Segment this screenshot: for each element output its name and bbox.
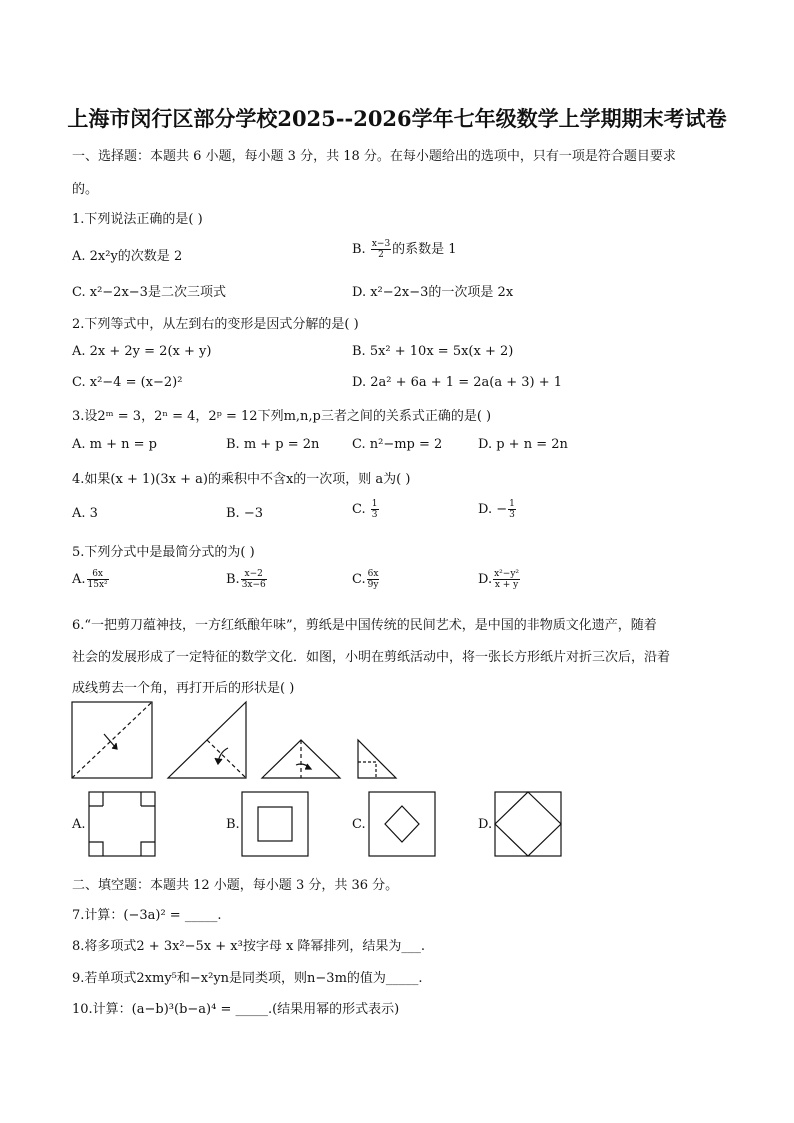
- denominator: 15x²: [87, 580, 108, 590]
- q6-option-b-label: B.: [226, 817, 240, 832]
- q4-c-prefix: C.: [352, 502, 366, 517]
- numerator: x²−y²: [494, 569, 520, 579]
- q5-a-prefix: A.: [72, 572, 86, 587]
- denominator: 2: [378, 250, 384, 260]
- option-a-notch-tr: [141, 792, 155, 806]
- q9: 9.若单项式2xmy⁵和−x²yn是同类项，则n−3m的值为_____.: [72, 971, 423, 986]
- q3-option-d: D. p + n = 2n: [478, 437, 568, 452]
- q6-stem-line1: 6.“一把剪刀蕴神技，一方红纸酿年味”，剪纸是中国传统的民间艺术，是中国的非物质文化遗产，随着: [72, 618, 657, 633]
- fold-step-4-triangle: [358, 740, 396, 778]
- q6-stem-line3: 成线剪去一个角，再打开后的形状是( ): [72, 681, 295, 696]
- numerator: x−3: [371, 239, 391, 249]
- q3-option-c: C. n²−mp = 2: [352, 437, 443, 452]
- denominator: 3x−6: [241, 580, 266, 590]
- q4-option-a: A. 3: [72, 506, 98, 521]
- option-d-outer-square: [495, 792, 561, 856]
- q1-stem: 1.下列说法正确的是( ): [72, 212, 203, 227]
- denominator: 9y: [367, 580, 379, 590]
- q4-stem: 4.如果(x + 1)(3x + a)的乘积中不含x的一次项，则 a为( ): [72, 472, 411, 487]
- section-2-heading: 二、填空题：本题共 12 小题，每小题 3 分，共 36 分。: [72, 878, 399, 893]
- q1-option-a: A. 2x²y的次数是 2: [72, 249, 183, 264]
- q6-stem-line2: 社会的发展形成了一定特征的数学文化．如图，小明在剪纸活动中，将一张长方形纸片对折三次后，沿着: [72, 650, 671, 665]
- option-a-notch-tl: [89, 792, 103, 806]
- q5-b-prefix: B.: [226, 572, 240, 587]
- q10: 10.计算：(a−b)³(b−a)⁴ = _____.(结果用幂的形式表示): [72, 1002, 400, 1017]
- option-d-inner-diamond: [495, 792, 561, 856]
- q7: 7.计算：(−3a)² = _____.: [72, 908, 222, 923]
- q1-b-suffix: 的系数是 1: [392, 242, 457, 257]
- q1-option-d: D. x²−2x−3的一次项是 2x: [352, 285, 514, 300]
- denominator: 3: [371, 510, 378, 520]
- page-title: 上海市闵行区部分学校2025--2026学年七年级数学上学期期末考试卷: [67, 106, 727, 131]
- q5-d-prefix: D.: [478, 572, 493, 587]
- q2-option-a: A. 2x + 2y = 2(x + y): [72, 344, 212, 359]
- numerator: 1: [509, 499, 515, 509]
- q6-option-d-label: D.: [478, 817, 493, 832]
- q4-d-prefix: D. −: [478, 502, 508, 517]
- q3-option-a: A. m + n = p: [72, 437, 157, 452]
- option-b-inner-square: [258, 807, 292, 841]
- q3-option-b: B. m + p = 2n: [226, 437, 320, 452]
- q6-option-c-label: C.: [352, 817, 366, 832]
- fold-step-4-cut-line: [358, 762, 376, 778]
- option-a-notch-bl: [89, 842, 103, 856]
- numerator: x−2: [241, 569, 267, 580]
- q2-stem: 2.下列等式中，从左到右的变形是因式分解的是( ): [72, 317, 359, 332]
- numerator: 6x: [367, 569, 379, 579]
- q8: 8.将多项式2 + 3x²−5x + x³按字母 x 降幂排列，结果为___.: [72, 939, 426, 954]
- q2-option-c: C. x²−4 = (x−2)²: [72, 375, 183, 390]
- section-1-heading: 一、选择题：本题共 6 小题，每小题 3 分，共 18 分。在每小题给出的选项中，只有一项是符合题目要求: [72, 149, 676, 164]
- numerator: 1: [371, 499, 378, 509]
- q2-option-d: D. 2a² + 6a + 1 = 2a(a + 3) + 1: [352, 375, 562, 390]
- fold-step-1-diagonal: [72, 702, 152, 778]
- denominator: 3: [509, 510, 515, 520]
- denominator: x + y: [494, 580, 519, 590]
- q6-option-a-label: A.: [72, 817, 86, 832]
- option-a-outer-square: [89, 792, 155, 856]
- fold-step-2-arrowhead: [215, 758, 222, 764]
- q2-option-b: B. 5x² + 10x = 5x(x + 2): [352, 344, 514, 359]
- fold-step-2-crease: [207, 740, 246, 778]
- q3-stem: 3.设2ᵐ = 3，2ⁿ = 4，2ᵖ = 12下列m,n,p三者之间的关系式正确的是( ): [72, 409, 492, 424]
- q4-option-b: B. −3: [226, 506, 263, 521]
- numerator: 6x: [87, 569, 109, 580]
- q5-c-prefix: C.: [352, 572, 366, 587]
- option-b-outer-square: [242, 792, 308, 856]
- q5-stem: 5.下列分式中是最简分式的为( ): [72, 545, 255, 560]
- section-1-heading-cont: 的。: [72, 182, 99, 197]
- option-a-notch-br: [141, 842, 155, 856]
- q1-option-c: C. x²−2x−3是二次三项式: [72, 285, 226, 300]
- option-c-outer-square: [369, 792, 435, 856]
- q1-b-prefix: B.: [352, 242, 366, 257]
- fold-step-3-triangle: [262, 740, 340, 778]
- option-c-inner-diamond: [385, 806, 419, 842]
